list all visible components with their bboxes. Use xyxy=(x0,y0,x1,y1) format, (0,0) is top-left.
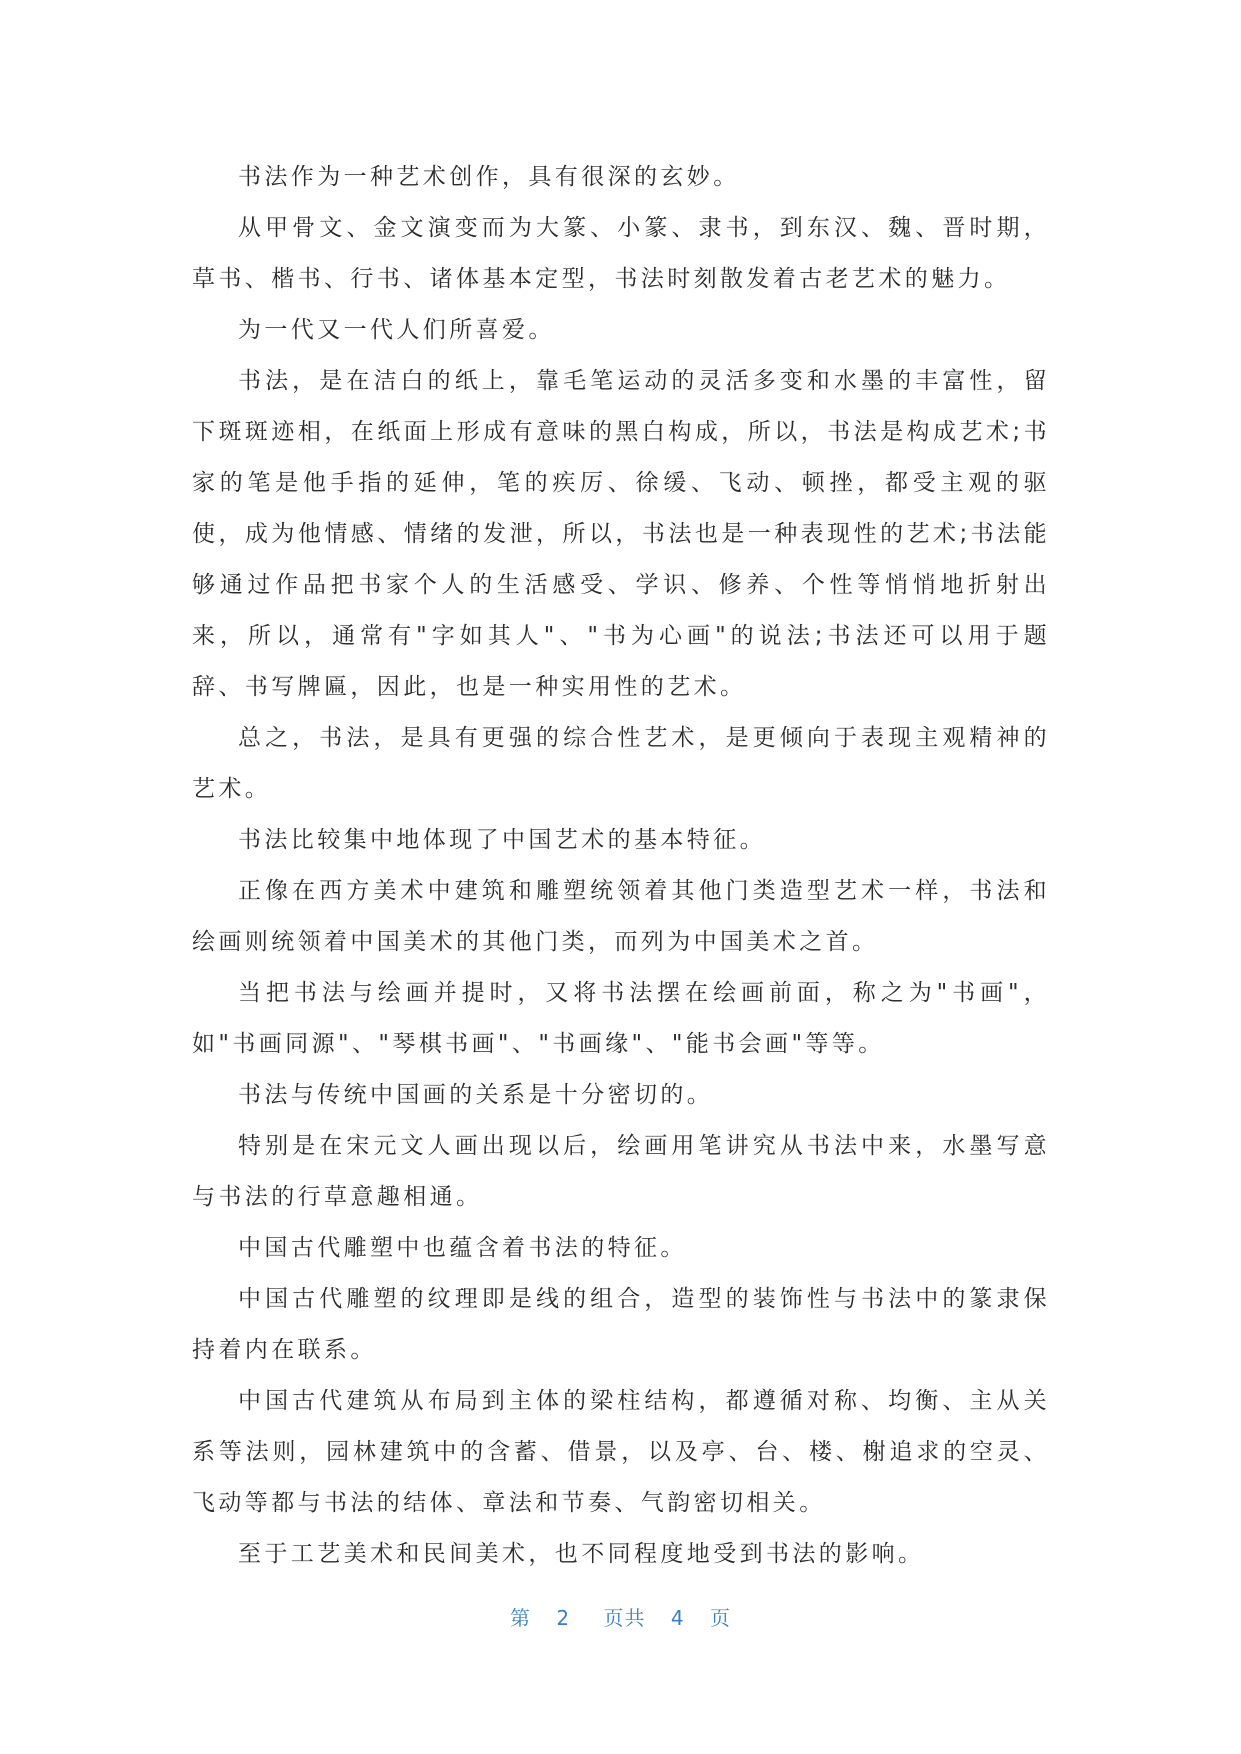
paragraph: 书法，是在洁白的纸上，靠毛笔运动的灵活多变和水墨的丰富性，留下斑斑迹相，在纸面上形成有意味的黑白构成，所以，书法是构成艺术;书家的笔是他手指的延伸，笔的疾厉、徐缓、飞动、顿挫，都受主观的驱使，成为他情感、情绪的发泄，所以，书法也是一种表现性的艺术;书法能够通过作品把书家个人的生活感受、学识、修养、个性等悄悄地折射出来，所以，通常有"字如其人"、"书为心画"的说法;书法还可以用于题辞、书写牌匾，因此，也是一种实用性的艺术。 xyxy=(192,368,1050,700)
footer-prefix: 第 xyxy=(510,1606,532,1630)
paragraph: 总之，书法，是具有更强的综合性艺术，是更倾向于表现主观精神的艺术。 xyxy=(192,725,1050,802)
paragraph: 特别是在宋元文人画出现以后，绘画用笔讲究从书法中来，水墨写意与书法的行草意趣相通。 xyxy=(192,1133,1050,1210)
total-pages-number: 4 xyxy=(670,1606,685,1630)
footer-middle: 页共 xyxy=(603,1606,646,1630)
paragraph: 书法作为一种艺术创作，具有很深的玄妙。 xyxy=(238,164,740,190)
paragraph: 当把书法与绘画并提时，又将书法摆在绘画前面，称之为"书画"，如"书画同源"、"琴棋书画"、"书画缘"、"能书会画"等等。 xyxy=(192,980,1050,1057)
paragraph: 至于工艺美术和民间美术，也不同程度地受到书法的影响。 xyxy=(238,1541,925,1567)
paragraph: 中国古代建筑从布局到主体的梁柱结构，都遵循对称、均衡、主从关系等法则，园林建筑中的含蓄、借景，以及亭、台、楼、榭追求的空灵、飞动等都与书法的结体、章法和节奏、气韵密切相关。 xyxy=(192,1388,1050,1516)
paragraph: 中国古代雕塑中也蕴含着书法的特征。 xyxy=(238,1235,687,1261)
paragraph: 为一代又一代人们所喜爱。 xyxy=(238,317,555,343)
paragraph: 从甲骨文、金文演变而为大篆、小篆、隶书，到东汉、魏、晋时期，草书、楷书、行书、诸体基本定型，书法时刻散发着古老艺术的魅力。 xyxy=(192,215,1050,292)
paragraph: 中国古代雕塑的纹理即是线的组合，造型的装饰性与书法中的篆隶保持着内在联系。 xyxy=(192,1286,1050,1363)
paragraph: 正像在西方美术中建筑和雕塑统领着其他门类造型艺术一样，书法和绘画则统领着中国美术的其他门类，而列为中国美术之首。 xyxy=(192,878,1050,955)
document-body xyxy=(192,152,1050,1580)
paragraph: 书法比较集中地体现了中国艺术的基本特征。 xyxy=(238,827,766,853)
current-page-number: 2 xyxy=(556,1606,571,1630)
footer-suffix: 页 xyxy=(709,1606,731,1630)
paragraph: 书法与传统中国画的关系是十分密切的。 xyxy=(238,1082,714,1108)
page-footer xyxy=(0,1602,1241,1631)
